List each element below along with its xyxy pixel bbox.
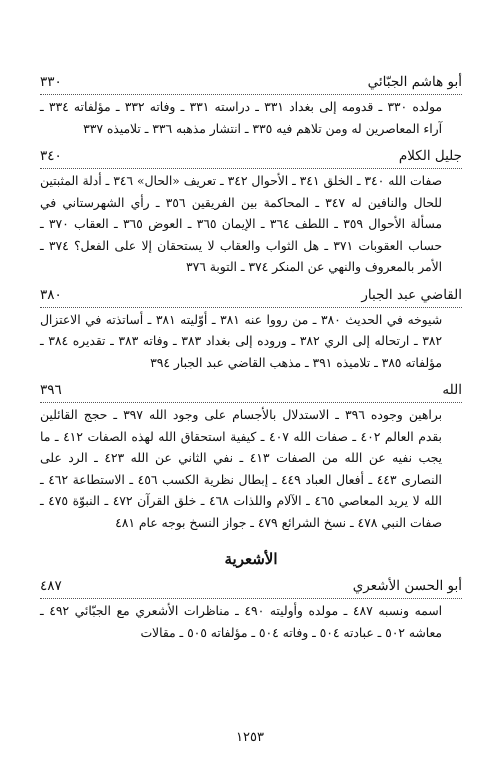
entry-title: أبو هاشم الجبّائي xyxy=(367,74,462,90)
entry-subtopics: مولده ٣٣٠ ـ قدومه إلى بغداد ٣٣١ ـ دراسته ٣٣١ ـ وفاته ٣٣٢ ـ مؤلفاته ٣٣٤ ـ آراء المعاصرين له ومن تلاهم فيه ٣٣٥ ـ انتشار مذهبه ٣٣٦ ـ تلاميذه ٣٣٧ xyxy=(40,100,442,136)
entry-qadi-abd-al-jabbar xyxy=(40,285,462,375)
section-heading: الأشعرية xyxy=(224,550,278,568)
entry-header xyxy=(40,380,462,403)
entry-title: جليل الكلام xyxy=(398,148,462,164)
entry-subtopics: شيوخه في الحديث ٣٨٠ ـ من رووا عنه ٣٨١ ـ أوّليته ٣٨١ ـ أساتذته في الاعتزال ٣٨٢ ـ ارتحاله إلى الري ٣٨٢ ـ وروده إلى بغداد ٣٨٣ ـ وفاته ٣٨٣ ـ تقديره ٣٨٤ ـ مؤلفاته ٣٨٥ ـ تلاميذه ٣٩١ ـ مذهب القاضي عبد الجبار ٣٩٤ xyxy=(40,312,443,370)
entry-header xyxy=(40,285,462,308)
entry-header xyxy=(40,72,462,95)
entry-title: الله xyxy=(442,382,462,398)
entry-page-number: ٣٣٠ xyxy=(40,74,62,90)
entry-header xyxy=(40,146,462,169)
entry-page-number: ٣٤٠ xyxy=(40,148,62,164)
entry-jalil-al-kalam xyxy=(40,146,462,279)
entry-subtopics: براهين وجوده ٣٩٦ ـ الاستدلال بالأجسام على وجود الله ٣٩٧ ـ حجج القائلين بقدم العالم ٤٠٢ ـ صفات الله ٤٠٧ ـ كيفية استحقاق الله لهذه الصفات ٤١٢ ـ ما يجب نفيه عن الله من الصفات ٤١٣ ـ نفي الثاني عن الله ٤٢٣ ـ الرد على النصارى ٤٤٣ ـ أفعال العباد ٤٤٩ ـ إبطال نظرية الكسب ٤٥٦ ـ الاستطاعة ٤٦٢ ـ الله لا يريد المعاصي ٤٦٥ ـ الآلام واللذات ٤٦٨ ـ خلق القرآن ٤٧٢ ـ النبوّة ٤٧٥ ـ صفات النبي ٤٧٨ ـ نسخ الشرائع ٤٧٩ ـ جواز النسخ بوجه عام ٤٨١ xyxy=(40,408,442,530)
index-page xyxy=(40,72,462,644)
entry-abu-al-hasan-al-ashari xyxy=(40,576,462,644)
entry-page-number: ٣٨٠ xyxy=(40,286,62,303)
entry-title: أبو الحسن الأشعري xyxy=(352,578,462,594)
entry-subtopics: صفات الله ٣٤٠ ـ الخلق ٣٤١ ـ الأحوال ٣٤٢ ـ تعريف «الحال» ٣٤٦ ـ أدلة المثبتين للحال والنافين له ٣٤٧ ـ المحاكمة بين الفريقين ٣٥٦ ـ رأي الشهرستاني في مسألة الأحوال ٣٥٩ ـ اللطف ٣٦٤ ـ الإيمان ٣٦٥ ـ العوض ٣٦٥ ـ العقاب ٣٧٠ ـ حساب العقوبات ٣٧١ ـ هل الثواب والعقاب لا يستحقان إلا على الفعل؟ ٣٧٤ ـ الأمر بالمعروف والنهي عن المنكر ٣٧٤ ـ التوبة ٣٧٦ xyxy=(40,174,442,274)
page-number: ١٢٥٣ xyxy=(236,730,264,745)
entry-title: القاضي عبد الجبار xyxy=(361,286,462,303)
entry-page-number: ٤٨٧ xyxy=(40,578,62,594)
entry-allah xyxy=(40,380,462,534)
entry-abu-hashim xyxy=(40,72,462,140)
entry-page-number: ٣٩٦ xyxy=(40,382,62,398)
entry-header xyxy=(40,576,462,599)
entry-subtopics: اسمه ونسبه ٤٨٧ ـ مولده وأوليته ٤٩٠ ـ مناظرات الأشعري مع الجبّائي ٤٩٢ ـ معاشه ٥٠٢ ـ عبادته ٥٠٤ ـ وفاته ٥٠٤ ـ مؤلفاته ٥٠٥ ـ مقالات xyxy=(40,604,442,640)
